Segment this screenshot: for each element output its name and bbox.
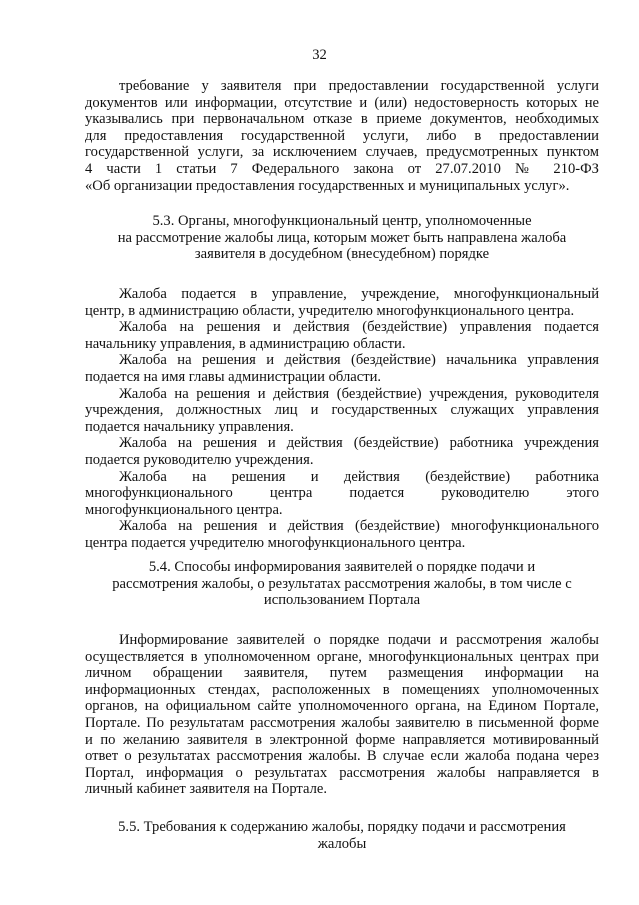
text-line: подается на имя главы администрации области. — [85, 368, 382, 385]
text-line: и по желанию заявителя в электронной форме направляется мотивированный — [85, 731, 599, 748]
section-5-4-body — [85, 632, 599, 798]
text-line: Жалоба на решения и действия (бездействие) начальника управления — [119, 352, 599, 369]
text-line: Жалоба на решения и действия (бездействие) работника учреждения — [119, 435, 599, 452]
text-line: Информирование заявителей о порядке подачи и рассмотрения жалобы — [119, 632, 599, 648]
paragraph — [85, 286, 599, 319]
text-line: многофункционального центра. — [85, 501, 283, 518]
text-line: документов или информации, отсутствие и (или) недостоверность которых не — [85, 94, 599, 111]
text-line: учреждения, должностных лиц и государственных служащих управления — [85, 402, 599, 419]
intro-paragraph — [85, 78, 599, 194]
text-line: требование у заявителя при предоставлении государственной услуги — [119, 78, 599, 94]
section-heading-5-5 — [85, 819, 599, 852]
heading-line: 5.3. Органы, многофункциональный центр, уполномоченные — [152, 213, 532, 229]
text-line: центр, в администрацию области, учредителю многофункционального центра. — [85, 302, 575, 319]
text-line: начальнику управления, в администрацию области. — [85, 335, 406, 352]
text-line: Жалоба подается в управление, учреждение, многофункциональный — [119, 286, 599, 302]
paragraph — [85, 518, 599, 551]
text-line: Жалоба на решения и действия (бездействие) работника — [119, 468, 599, 485]
text-line: ответ о результатах рассмотрения жалобы. В случае если жалоба подана через — [85, 748, 599, 765]
section-heading-5-4 — [85, 559, 599, 609]
heading-line: 5.5. Требования к содержанию жалобы, порядку подачи и рассмотрения — [118, 819, 566, 835]
text-line: осуществляется в уполномоченном органе, многофункциональных центрах при — [85, 648, 599, 665]
heading-line: заявителя в досудебном (внесудебном) порядке — [194, 246, 490, 263]
text-line: личный кабинет заявителя на Портале. — [85, 781, 328, 798]
text-line: подается начальнику управления. — [85, 418, 294, 435]
text-line: 4 части 1 статьи 7 Федерального закона от 27.07.2010 № 210-ФЗ — [85, 160, 599, 177]
text-line: органов, на официальном сайте уполномоченного органа, на Едином Портале, — [85, 698, 599, 715]
text-line: Жалоба на решения и действия (бездействие) многофункционального — [119, 518, 599, 535]
section-heading-5-3 — [85, 213, 599, 263]
text-line: многофункционального центра подается руководителю этого — [85, 485, 599, 502]
text-line: Портал, информация о результатах рассмотрения жалобы направляется в — [85, 764, 599, 781]
paragraph — [85, 435, 599, 468]
text-line: подается руководителю учреждения. — [85, 451, 314, 468]
text-line: информационных стендах, расположенных в помещениях уполномоченных — [85, 681, 599, 698]
text-line: указывались при первоначальном отказе в приеме документов, необходимых — [85, 111, 599, 128]
heading-line: жалобы — [317, 835, 367, 852]
paragraph — [85, 352, 599, 385]
heading-line: 5.4. Способы информирования заявителей о порядке подачи и — [148, 559, 536, 575]
text-line: Портале. По результатам рассмотрения жалобы заявителю в письменной форме — [85, 714, 599, 731]
paragraph — [85, 386, 599, 436]
text-line: Жалоба на решения и действия (бездействие) учреждения, руководителя — [119, 385, 599, 402]
text-line: для предоставления государственной услуги, либо в предоставлении — [85, 127, 599, 144]
paragraph — [85, 469, 599, 519]
text-line: «Об организации предоставления государственных и муниципальных услуг». — [85, 177, 570, 194]
paragraph — [85, 319, 599, 352]
text-line: личном обращении заявителя, путем размещения информации на — [85, 665, 599, 682]
text-line: центра подается учредителю многофункционального центра. — [85, 534, 466, 551]
section-5-3-body — [85, 286, 599, 552]
heading-line: рассмотрения жалобы, о результатах рассмотрения жалобы, в том числе с — [112, 575, 572, 592]
heading-line: на рассмотрение жалобы лица, которым может быть направлена жалоба — [117, 229, 567, 246]
page-number: 32 — [312, 47, 327, 63]
paragraph — [85, 632, 599, 798]
text-line: Жалоба на решения и действия (бездействие) управления подается — [119, 319, 599, 336]
heading-line: использованием Портала — [263, 592, 421, 609]
text-line: государственной услуги, за исключением случаев, предусмотренных пунктом — [85, 144, 599, 161]
